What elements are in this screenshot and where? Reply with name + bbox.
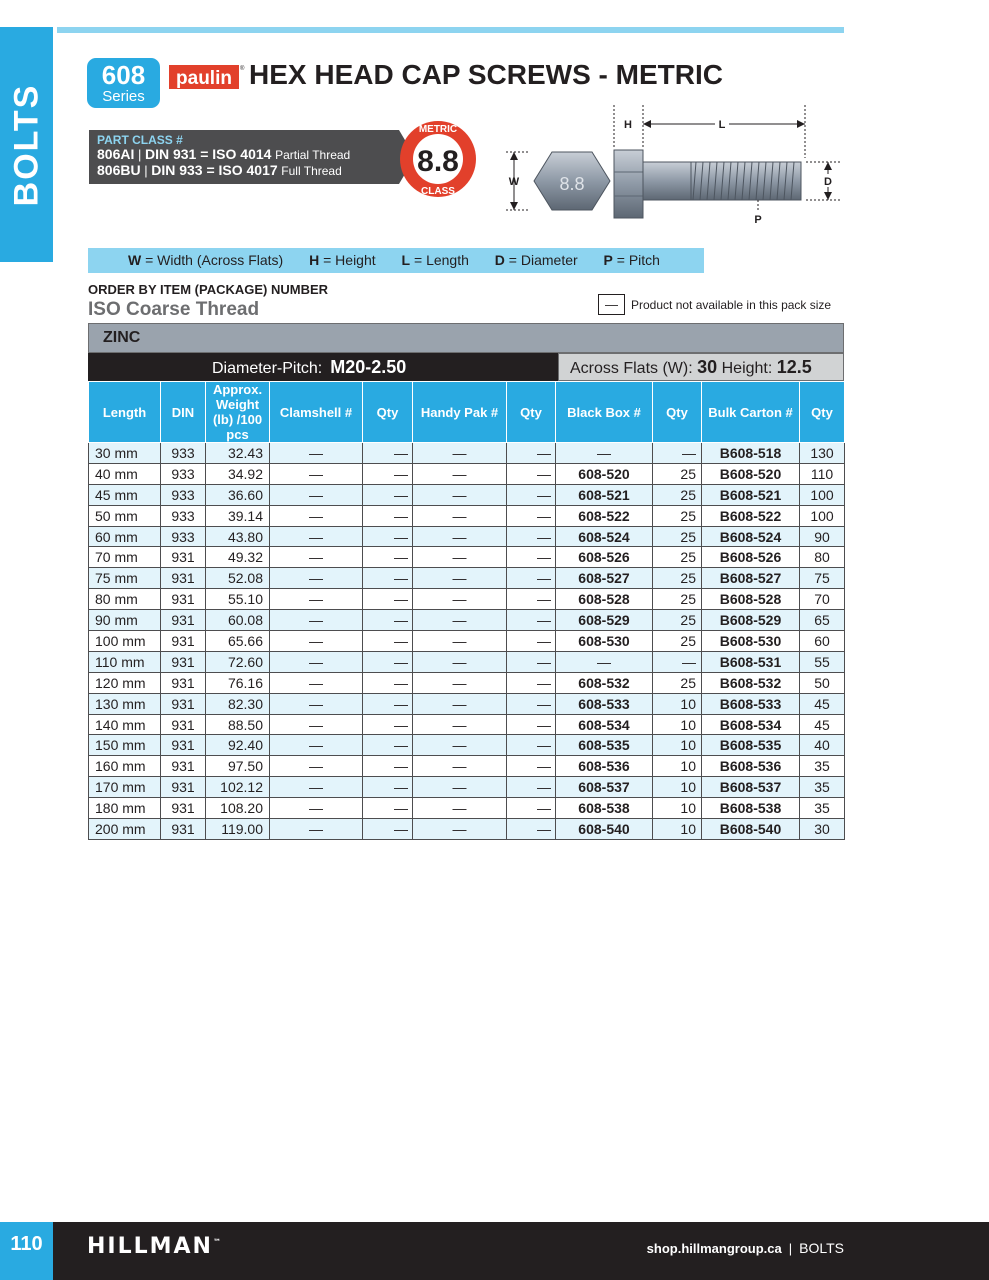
clamshell-cell: — xyxy=(270,735,363,756)
clamshell-cell: — xyxy=(270,631,363,652)
handy-pak-cell: — xyxy=(413,735,507,756)
black-box-qty-cell: 10 xyxy=(653,714,702,735)
weight-cell: 55.10 xyxy=(206,589,270,610)
din-cell: 931 xyxy=(161,798,206,819)
clamshell-cell: — xyxy=(270,672,363,693)
col-header: Qty xyxy=(800,382,845,443)
table-row xyxy=(89,693,845,714)
length-cell: 75 mm xyxy=(89,568,161,589)
clamshell-qty-cell: — xyxy=(363,756,413,777)
black-box-cell: 608-535 xyxy=(556,735,653,756)
weight-cell: 52.08 xyxy=(206,568,270,589)
weight-cell: 108.20 xyxy=(206,798,270,819)
weight-cell: 88.50 xyxy=(206,714,270,735)
page-number: 110 xyxy=(0,1222,53,1280)
part-class-note: Full Thread xyxy=(281,164,342,178)
clamshell-qty-cell: — xyxy=(363,610,413,631)
weight-cell: 119.00 xyxy=(206,819,270,840)
bulk-carton-cell: B608-526 xyxy=(702,547,800,568)
length-cell: 60 mm xyxy=(89,526,161,547)
bulk-carton-qty-cell: 100 xyxy=(800,505,845,526)
clamshell-qty-cell: — xyxy=(363,505,413,526)
length-cell: 70 mm xyxy=(89,547,161,568)
product-table xyxy=(88,381,845,840)
diameter-pitch-label: Diameter-Pitch: xyxy=(212,360,323,377)
black-box-cell: 608-530 xyxy=(556,631,653,652)
series-number: 608 xyxy=(101,60,146,90)
weight-cell: 97.50 xyxy=(206,756,270,777)
length-cell: 130 mm xyxy=(89,693,161,714)
black-box-qty-cell: 10 xyxy=(653,693,702,714)
handy-pak-cell: — xyxy=(413,798,507,819)
handy-pak-qty-cell: — xyxy=(507,798,556,819)
table-row xyxy=(89,777,845,798)
top-rule xyxy=(57,27,844,33)
din-cell: 933 xyxy=(161,505,206,526)
bulk-carton-cell: B608-532 xyxy=(702,672,800,693)
col-header: Qty xyxy=(653,382,702,443)
length-cell: 90 mm xyxy=(89,610,161,631)
hillman-logo: HILLMAN™ xyxy=(87,1234,221,1259)
series-badge xyxy=(87,58,160,108)
across-flats-label: Across Flats (W): xyxy=(570,360,693,377)
weight-cell: 72.60 xyxy=(206,651,270,672)
clamshell-qty-cell: — xyxy=(363,443,413,464)
black-box-cell: 608-540 xyxy=(556,819,653,840)
clamshell-qty-cell: — xyxy=(363,819,413,840)
handy-pak-qty-cell: — xyxy=(507,547,556,568)
paulin-logo xyxy=(169,62,245,90)
legend-item: P = Pitch xyxy=(603,252,660,268)
handy-pak-cell: — xyxy=(413,693,507,714)
p-label: P xyxy=(754,214,762,226)
black-box-cell: 608-529 xyxy=(556,610,653,631)
black-box-cell: — xyxy=(556,443,653,464)
table-header-row xyxy=(89,382,845,443)
handy-pak-cell: — xyxy=(413,651,507,672)
handy-pak-cell: — xyxy=(413,610,507,631)
table-row xyxy=(89,547,845,568)
bulk-carton-cell: B608-531 xyxy=(702,651,800,672)
part-class-note: Partial Thread xyxy=(275,148,351,162)
bulk-carton-qty-cell: 100 xyxy=(800,484,845,505)
weight-cell: 34.92 xyxy=(206,463,270,484)
clamshell-cell: — xyxy=(270,568,363,589)
legend-item: L = Length xyxy=(401,252,469,268)
handy-pak-cell: — xyxy=(413,526,507,547)
length-cell: 30 mm xyxy=(89,443,161,464)
din-cell: 931 xyxy=(161,568,206,589)
badge-top-text: METRIC xyxy=(418,124,458,135)
weight-cell: 92.40 xyxy=(206,735,270,756)
clamshell-cell: — xyxy=(270,610,363,631)
bulk-carton-qty-cell: 110 xyxy=(800,463,845,484)
clamshell-cell: — xyxy=(270,651,363,672)
clamshell-qty-cell: — xyxy=(363,484,413,505)
bulk-carton-qty-cell: 50 xyxy=(800,672,845,693)
height-value: 12.5 xyxy=(776,357,812,377)
weight-cell: 76.16 xyxy=(206,672,270,693)
bulk-carton-qty-cell: 35 xyxy=(800,798,845,819)
clamshell-qty-cell: — xyxy=(363,672,413,693)
black-box-cell: 608-524 xyxy=(556,526,653,547)
series-label: Series xyxy=(102,88,145,105)
handy-pak-qty-cell: — xyxy=(507,651,556,672)
length-cell: 160 mm xyxy=(89,756,161,777)
clamshell-cell: — xyxy=(270,443,363,464)
handy-pak-qty-cell: — xyxy=(507,610,556,631)
din-cell: 931 xyxy=(161,589,206,610)
h-label: H xyxy=(624,119,632,131)
bulk-carton-qty-cell: 45 xyxy=(800,714,845,735)
clamshell-cell: — xyxy=(270,484,363,505)
across-flats-bar xyxy=(558,353,844,381)
order-by-heading: ORDER BY ITEM (PACKAGE) NUMBER xyxy=(88,282,329,297)
col-header: Length xyxy=(89,382,161,443)
bulk-carton-cell: B608-520 xyxy=(702,463,800,484)
clamshell-qty-cell: — xyxy=(363,798,413,819)
col-header: Approx. Weight (lb) /100 pcs xyxy=(206,382,270,443)
din-cell: 931 xyxy=(161,735,206,756)
paulin-logo-text: paulin xyxy=(176,68,232,89)
not-available-note: Product not available in this pack size xyxy=(631,298,832,312)
handy-pak-qty-cell: — xyxy=(507,526,556,547)
black-box-cell: 608-538 xyxy=(556,798,653,819)
l-label: L xyxy=(718,119,726,131)
black-box-qty-cell: — xyxy=(653,651,702,672)
clamshell-qty-cell: — xyxy=(363,547,413,568)
head-mark: 8.8 xyxy=(559,174,585,194)
din-cell: 931 xyxy=(161,651,206,672)
handy-pak-qty-cell: — xyxy=(507,631,556,652)
length-cell: 150 mm xyxy=(89,735,161,756)
handy-pak-qty-cell: — xyxy=(507,735,556,756)
black-box-cell: 608-526 xyxy=(556,547,653,568)
black-box-cell: — xyxy=(556,651,653,672)
handy-pak-cell: — xyxy=(413,568,507,589)
clamshell-qty-cell: — xyxy=(363,777,413,798)
clamshell-cell: — xyxy=(270,526,363,547)
black-box-cell: 608-522 xyxy=(556,505,653,526)
bulk-carton-cell: B608-527 xyxy=(702,568,800,589)
table-row xyxy=(89,798,845,819)
black-box-qty-cell: 25 xyxy=(653,463,702,484)
black-box-qty-cell: 10 xyxy=(653,735,702,756)
bulk-carton-cell: B608-540 xyxy=(702,819,800,840)
handy-pak-cell: — xyxy=(413,756,507,777)
clamshell-cell: — xyxy=(270,693,363,714)
handy-pak-qty-cell: — xyxy=(507,484,556,505)
clamshell-cell: — xyxy=(270,756,363,777)
handy-pak-qty-cell: — xyxy=(507,756,556,777)
col-header: Handy Pak # xyxy=(413,382,507,443)
table-row xyxy=(89,610,845,631)
din-cell: 931 xyxy=(161,714,206,735)
length-cell: 120 mm xyxy=(89,672,161,693)
thread-type-title: ISO Coarse Thread xyxy=(88,299,260,320)
black-box-qty-cell: — xyxy=(653,443,702,464)
clamshell-cell: — xyxy=(270,777,363,798)
part-class-panel xyxy=(89,130,399,184)
w-label: W xyxy=(508,176,520,188)
handy-pak-cell: — xyxy=(413,672,507,693)
table-row xyxy=(89,714,845,735)
length-cell: 140 mm xyxy=(89,714,161,735)
clamshell-qty-cell: — xyxy=(363,651,413,672)
legend-item: H = Height xyxy=(309,252,376,268)
clamshell-cell: — xyxy=(270,505,363,526)
handy-pak-qty-cell: — xyxy=(507,505,556,526)
clamshell-cell: — xyxy=(270,547,363,568)
black-box-cell: 608-532 xyxy=(556,672,653,693)
clamshell-qty-cell: — xyxy=(363,714,413,735)
part-class-code: 806BU xyxy=(97,162,141,178)
bulk-carton-cell: B608-534 xyxy=(702,714,800,735)
bulk-carton-cell: B608-533 xyxy=(702,693,800,714)
bulk-carton-cell: B608-535 xyxy=(702,735,800,756)
length-cell: 80 mm xyxy=(89,589,161,610)
din-cell: 931 xyxy=(161,693,206,714)
handy-pak-cell: — xyxy=(413,505,507,526)
bulk-carton-cell: B608-536 xyxy=(702,756,800,777)
bulk-carton-qty-cell: 35 xyxy=(800,777,845,798)
bulk-carton-qty-cell: 35 xyxy=(800,756,845,777)
across-flats-value: 30 xyxy=(697,357,718,377)
length-cell: 180 mm xyxy=(89,798,161,819)
table-row xyxy=(89,735,845,756)
table-row xyxy=(89,443,845,464)
bulk-carton-qty-cell: 130 xyxy=(800,443,845,464)
black-box-cell: 608-521 xyxy=(556,484,653,505)
table-row xyxy=(89,484,845,505)
clamshell-qty-cell: — xyxy=(363,526,413,547)
weight-cell: 39.14 xyxy=(206,505,270,526)
black-box-cell: 608-537 xyxy=(556,777,653,798)
clamshell-cell: — xyxy=(270,714,363,735)
finish-bar: ZINC xyxy=(88,323,844,353)
footer-section: BOLTS xyxy=(799,1240,844,1256)
handy-pak-qty-cell: — xyxy=(507,443,556,464)
section-side-tab-label: BOLTS xyxy=(7,83,45,206)
bulk-carton-qty-cell: 70 xyxy=(800,589,845,610)
length-cell: 110 mm xyxy=(89,651,161,672)
clamshell-qty-cell: — xyxy=(363,463,413,484)
weight-cell: 43.80 xyxy=(206,526,270,547)
clamshell-qty-cell: — xyxy=(363,693,413,714)
length-cell: 200 mm xyxy=(89,819,161,840)
handy-pak-cell: — xyxy=(413,443,507,464)
weight-cell: 36.60 xyxy=(206,484,270,505)
handy-pak-qty-cell: — xyxy=(507,589,556,610)
weight-cell: 60.08 xyxy=(206,610,270,631)
din-cell: 931 xyxy=(161,819,206,840)
din-cell: 933 xyxy=(161,463,206,484)
table-row xyxy=(89,631,845,652)
col-header: Clamshell # xyxy=(270,382,363,443)
handy-pak-cell: — xyxy=(413,463,507,484)
bulk-carton-cell: B608-529 xyxy=(702,610,800,631)
length-cell: 45 mm xyxy=(89,484,161,505)
table-row xyxy=(89,756,845,777)
black-box-cell: 608-520 xyxy=(556,463,653,484)
bulk-carton-qty-cell: 90 xyxy=(800,526,845,547)
handy-pak-qty-cell: — xyxy=(507,777,556,798)
page-title: HEX HEAD CAP SCREWS - METRIC xyxy=(249,59,723,90)
diameter-pitch-bar xyxy=(88,353,558,381)
din-cell: 931 xyxy=(161,631,206,652)
footer-links xyxy=(647,1240,844,1256)
bulk-carton-qty-cell: 65 xyxy=(800,610,845,631)
bulk-carton-cell: B608-518 xyxy=(702,443,800,464)
din-cell: 931 xyxy=(161,756,206,777)
col-header: Black Box # xyxy=(556,382,653,443)
handy-pak-cell: — xyxy=(413,589,507,610)
black-box-qty-cell: 25 xyxy=(653,631,702,652)
col-header: DIN xyxy=(161,382,206,443)
black-box-cell: 608-527 xyxy=(556,568,653,589)
table-row xyxy=(89,651,845,672)
weight-cell: 102.12 xyxy=(206,777,270,798)
bulk-carton-cell: B608-521 xyxy=(702,484,800,505)
bolt-diagram xyxy=(500,100,845,230)
dimension-legend xyxy=(88,248,704,273)
black-box-cell: 608-528 xyxy=(556,589,653,610)
weight-cell: 65.66 xyxy=(206,631,270,652)
col-header: Bulk Carton # xyxy=(702,382,800,443)
handy-pak-cell: — xyxy=(413,547,507,568)
handy-pak-qty-cell: — xyxy=(507,568,556,589)
weight-cell: 32.43 xyxy=(206,443,270,464)
clamshell-qty-cell: — xyxy=(363,568,413,589)
handy-pak-cell: — xyxy=(413,631,507,652)
bulk-carton-qty-cell: 30 xyxy=(800,819,845,840)
height-label: Height: xyxy=(721,360,773,377)
black-box-qty-cell: 25 xyxy=(653,526,702,547)
black-box-qty-cell: 10 xyxy=(653,756,702,777)
bulk-carton-qty-cell: 80 xyxy=(800,547,845,568)
part-class-row: 806BU | DIN 933 = ISO 4017 Full Thread xyxy=(97,162,342,178)
table-row xyxy=(89,568,845,589)
weight-cell: 49.32 xyxy=(206,547,270,568)
din-cell: 933 xyxy=(161,484,206,505)
handy-pak-cell: — xyxy=(413,714,507,735)
col-header: Qty xyxy=(363,382,413,443)
black-box-qty-cell: 10 xyxy=(653,798,702,819)
handy-pak-qty-cell: — xyxy=(507,714,556,735)
clamshell-qty-cell: — xyxy=(363,631,413,652)
legend-item: W = Width (Across Flats) xyxy=(128,252,284,268)
part-class-header: PART CLASS # xyxy=(97,133,183,147)
din-cell: 933 xyxy=(161,443,206,464)
clamshell-cell: — xyxy=(270,589,363,610)
black-box-qty-cell: 25 xyxy=(653,672,702,693)
part-class-code: 806AI xyxy=(97,146,135,162)
din-cell: 931 xyxy=(161,777,206,798)
clamshell-cell: — xyxy=(270,819,363,840)
handy-pak-cell: — xyxy=(413,819,507,840)
section-side-tab xyxy=(0,27,53,262)
clamshell-qty-cell: — xyxy=(363,735,413,756)
part-class-row: 806AI | DIN 931 = ISO 4014 Partial Thread xyxy=(97,146,351,162)
table-row xyxy=(89,463,845,484)
clamshell-qty-cell: — xyxy=(363,589,413,610)
badge-bottom-text: CLASS xyxy=(421,186,455,197)
handy-pak-cell: — xyxy=(413,484,507,505)
din-cell: 931 xyxy=(161,672,206,693)
black-box-qty-cell: 25 xyxy=(653,484,702,505)
table-row xyxy=(89,526,845,547)
din-cell: 931 xyxy=(161,610,206,631)
table-row xyxy=(89,589,845,610)
handy-pak-qty-cell: — xyxy=(507,463,556,484)
bulk-carton-cell: B608-524 xyxy=(702,526,800,547)
black-box-cell: 608-534 xyxy=(556,714,653,735)
badge-value: 8.8 xyxy=(417,145,459,178)
length-cell: 40 mm xyxy=(89,463,161,484)
col-header: Qty xyxy=(507,382,556,443)
bulk-carton-cell: B608-537 xyxy=(702,777,800,798)
bulk-carton-cell: B608-530 xyxy=(702,631,800,652)
table-row xyxy=(89,505,845,526)
bulk-carton-qty-cell: 45 xyxy=(800,693,845,714)
black-box-qty-cell: 25 xyxy=(653,568,702,589)
footer-url[interactable]: shop.hillmangroup.ca xyxy=(646,1241,782,1256)
bulk-carton-qty-cell: 55 xyxy=(800,651,845,672)
length-cell: 50 mm xyxy=(89,505,161,526)
handy-pak-qty-cell: — xyxy=(507,672,556,693)
weight-cell: 82.30 xyxy=(206,693,270,714)
footer-separator: | xyxy=(788,1241,793,1256)
bulk-carton-cell: B608-538 xyxy=(702,798,800,819)
length-cell: 100 mm xyxy=(89,631,161,652)
black-box-qty-cell: 10 xyxy=(653,777,702,798)
black-box-qty-cell: 25 xyxy=(653,589,702,610)
length-cell: 170 mm xyxy=(89,777,161,798)
black-box-cell: 608-533 xyxy=(556,693,653,714)
clamshell-cell: — xyxy=(270,798,363,819)
part-class-spec: DIN 931 = ISO 4014 xyxy=(144,146,272,162)
din-cell: 933 xyxy=(161,526,206,547)
bulk-carton-qty-cell: 40 xyxy=(800,735,845,756)
part-class-spec: DIN 933 = ISO 4017 xyxy=(151,162,278,178)
bulk-carton-qty-cell: 75 xyxy=(800,568,845,589)
bulk-carton-qty-cell: 60 xyxy=(800,631,845,652)
handy-pak-qty-cell: — xyxy=(507,693,556,714)
diameter-pitch-value: M20-2.50 xyxy=(330,357,407,377)
clamshell-cell: — xyxy=(270,463,363,484)
bulk-carton-cell: B608-528 xyxy=(702,589,800,610)
black-box-qty-cell: 25 xyxy=(653,547,702,568)
black-box-qty-cell: 25 xyxy=(653,610,702,631)
black-box-qty-cell: 10 xyxy=(653,819,702,840)
not-available-symbol: — xyxy=(598,294,625,315)
handy-pak-qty-cell: — xyxy=(507,819,556,840)
black-box-cell: 608-536 xyxy=(556,756,653,777)
svg-text:®: ® xyxy=(240,66,245,72)
din-cell: 931 xyxy=(161,547,206,568)
table-row xyxy=(89,672,845,693)
legend-item: D = Diameter xyxy=(494,252,578,268)
d-label: D xyxy=(824,176,832,188)
bulk-carton-cell: B608-522 xyxy=(702,505,800,526)
handy-pak-cell: — xyxy=(413,777,507,798)
metric-class-badge xyxy=(398,116,478,202)
black-box-qty-cell: 25 xyxy=(653,505,702,526)
table-row xyxy=(89,819,845,840)
